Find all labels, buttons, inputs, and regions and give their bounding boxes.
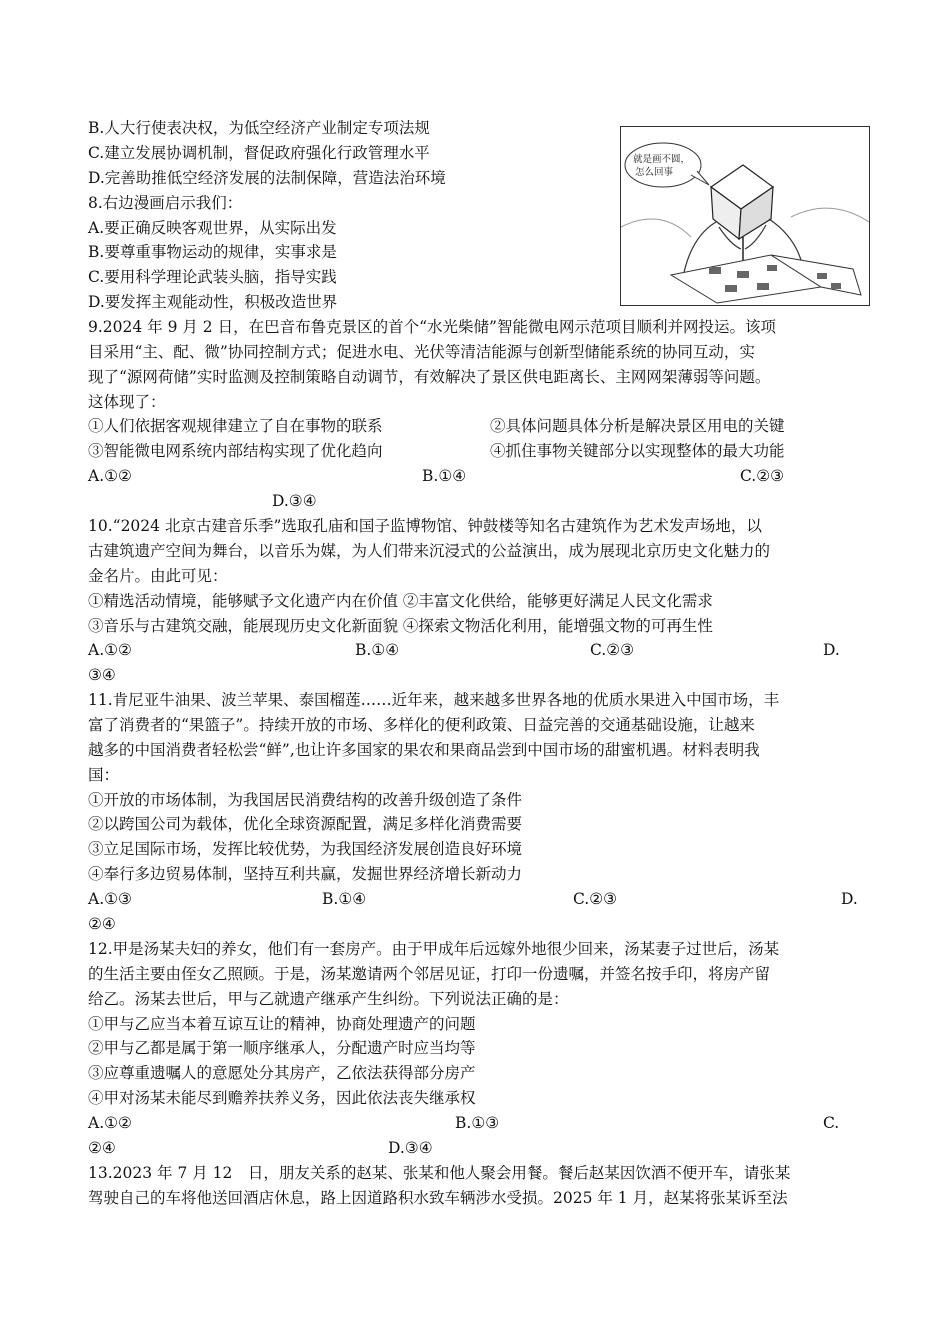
q9-stem-line-2: 目采用“主、配、微”协同控制方式；促进水电、光伏等清洁能源与创新型储能系统的协同互动，实: [88, 343, 755, 361]
cartoon-caption-1: 就是画不圆，: [633, 154, 691, 165]
q9-item-2: ②具体问题具体分析是解决景区用电的关键: [490, 417, 785, 435]
q12-choice-c-value: ②④: [88, 1139, 116, 1157]
q7-option-b: B.人大行使表决权，为低空经济产业制定专项法规: [88, 119, 430, 137]
q10-stem-line-2: 古建筑遗产空间为舞台，以音乐为媒，为人们带来沉浸式的公益演出，成为展现北京历史文化魅力的: [88, 542, 771, 560]
q9-item-4: ④抓住事物关键部分以实现整体的最大功能: [490, 442, 785, 460]
q11-stem-line-4: 国：: [88, 766, 120, 784]
q9-choice-b: B.①④: [422, 467, 467, 485]
q9-choice-a: A.①②: [88, 467, 132, 485]
q12-choice-c-label: C.: [823, 1114, 840, 1132]
q11-item-2: ②以跨国公司为载体，优化全球资源配置，满足多样化消费需要: [88, 815, 523, 833]
q7-option-d: D.完善助推低空经济发展的法制保障，营造法治环境: [88, 169, 446, 187]
q9-stem-line-4: 这体现了：: [88, 393, 166, 411]
q9-item-1: ①人们依据客观规律建立了自在事物的联系: [88, 417, 383, 435]
q8-option-b: B.要尊重事物运动的规律，实事求是: [88, 243, 337, 261]
q8-option-c: C.要用科学理论武装头脑，指导实践: [88, 268, 337, 286]
q10-choice-c: C.②③: [590, 641, 635, 659]
q9-choice-d: D.③④: [272, 492, 317, 510]
cartoon-caption-2: 怎么回事: [635, 167, 674, 178]
q12-item-2: ②甲与乙都是属于第一顺序继承人，分配遗产时应当均等: [88, 1039, 476, 1057]
q12-item-3: ③应尊重遗嘱人的意愿处分其房产，乙依法获得部分房产: [88, 1064, 476, 1082]
q11-item-4: ④奉行多边贸易体制，坚持互利共赢，发掘世界经济增长新动力: [88, 865, 523, 883]
q11-stem-line-1: 11.肯尼亚牛油果、波兰苹果、泰国榴莲……近年来，越来越多世界各地的优质水果进入中国市场，丰: [88, 691, 780, 709]
q13-stem-line-2: 驾驶自己的车将他送回酒店休息，路上因道路积水致车辆涉水受损。2025 年 1 月，赵某将张某诉至法: [88, 1189, 788, 1207]
q12-stem-line-1: 12.甲是汤某夫妇的养女，他们有一套房产。由于甲成年后远嫁外地很少回来，汤某妻子过世后，汤某: [88, 940, 780, 958]
q10-items-line-2: ③音乐与古建筑交融，能展现历史文化新面貌 ④探索文物活化利用，能增强文物的可再生性: [88, 617, 713, 635]
q8-option-d: D.要发挥主观能动性，积极改造世界: [88, 293, 338, 311]
q11-choice-a: A.①③: [88, 890, 132, 908]
q11-stem-line-3: 越多的中国消费者轻松尝“鲜”,也让许多国家的果农和果商品尝到中国市场的甜蜜机遇。材料表明我: [88, 741, 760, 759]
q11-choice-d-label: D.: [841, 890, 858, 908]
q12-item-1: ①甲与乙应当本着互谅互让的精神，协商处理遗产的问题: [88, 1015, 476, 1033]
q13-stem-line-1: 13.2023 年 7 月 12 日，朋友关系的赵某、张某和他人聚会用餐。餐后赵某因饮酒不便开车，请张某: [88, 1164, 791, 1182]
q10-stem-line-1: 10.“2024 北京古建音乐季”选取孔庙和国子监博物馆、钟鼓楼等知名古建筑作为艺术发声场地，以: [88, 517, 762, 535]
q9-stem-line-3: 现了“源网荷储”实时监测及控制策略自动调节，有效解决了景区供电距离长、主网网架薄弱等问题。: [88, 368, 771, 386]
q12-stem-line-2: 的生活主要由侄女乙照顾。于是，汤某邀请两个邻居见证，打印一份遗嘱，并签名按手印，将房产留: [88, 965, 771, 983]
q11-choice-c: C.②③: [573, 890, 618, 908]
q9-stem-line-1: 9.2024 年 9 月 2 日，在巴音布鲁克景区的首个“水光柴储”智能微电网示范项目顺利并网投运。该项: [88, 318, 776, 336]
q12-choice-d: D.③④: [388, 1139, 433, 1157]
q12-item-4: ④甲对汤某未能尽到赡养扶养义务，因此依法丧失继承权: [88, 1089, 476, 1107]
q12-choice-a: A.①②: [88, 1114, 132, 1132]
q8-stem: 8.右边漫画启示我们：: [88, 194, 243, 212]
q11-item-3: ③立足国际市场，发挥比较优势，为我国经济发展创造良好环境: [88, 840, 523, 858]
q12-choice-b: B.①③: [455, 1114, 500, 1132]
q11-choice-d-value: ②④: [88, 915, 116, 933]
q8-cartoon: [620, 126, 870, 306]
q11-stem-line-2: 富了消费者的“果篮子”。持续开放的市场、多样化的便利政策、日益完善的交通基础设施，让越来: [88, 716, 755, 734]
q10-choice-d-label: D.: [823, 641, 840, 659]
q10-items-line-1: ①精选活动情境，能够赋予文化遗产内在价值 ②丰富文化供给，能够更好满足人民文化需求: [88, 592, 713, 610]
q11-item-1: ①开放的市场体制，为我国居民消费结构的改善升级创造了条件: [88, 791, 523, 809]
q10-choice-d-value: ③④: [88, 666, 116, 684]
q7-option-c: C.建立发展协调机制，督促政府强化行政管理水平: [88, 144, 430, 162]
q9-item-3: ③智能微电网系统内部结构实现了优化趋向: [88, 442, 383, 460]
q11-choice-b: B.①④: [322, 890, 367, 908]
q9-choice-c: C.②③: [740, 467, 785, 485]
q12-stem-line-3: 给乙。汤某去世后，甲与乙就遗产继承产生纠纷。下列说法正确的是：: [88, 990, 569, 1008]
q10-choice-b: B.①④: [355, 641, 400, 659]
q8-option-a: A.要正确反映客观世界，从实际出发: [88, 219, 337, 237]
q10-stem-line-3: 金名片。由此可见：: [88, 567, 228, 585]
q10-choice-a: A.①②: [88, 641, 132, 659]
